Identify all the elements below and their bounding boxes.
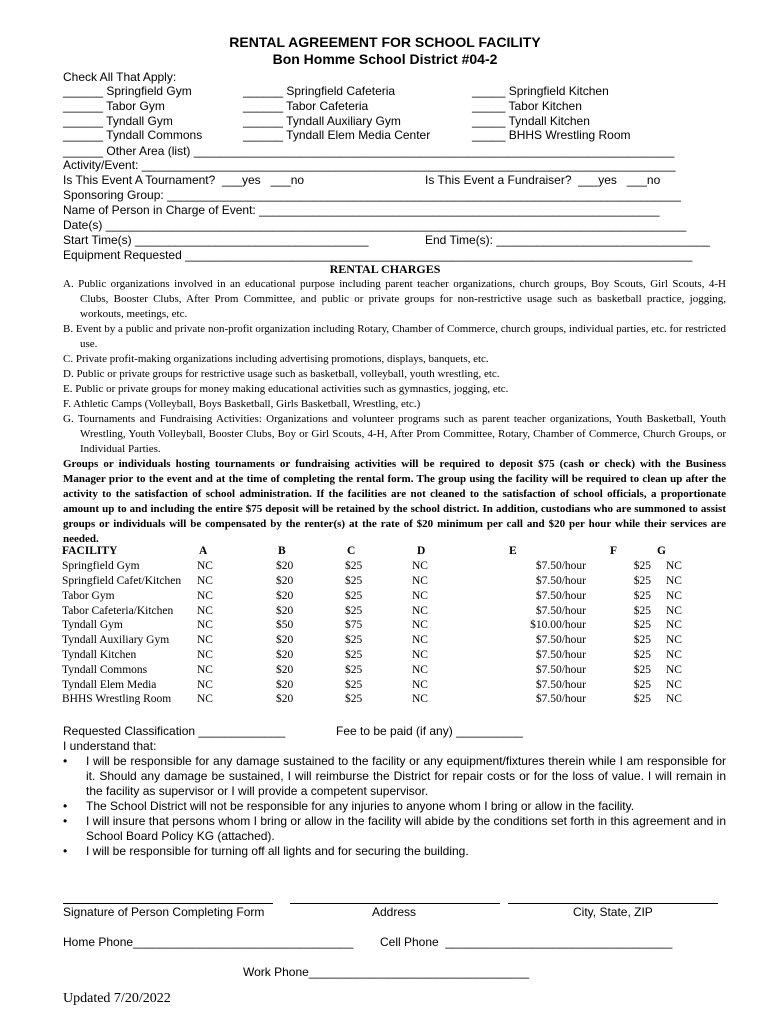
rate-cell: NC [197, 648, 213, 661]
rate-cell: NC [666, 663, 682, 676]
facility-name-cell: Tabor Cafeteria/Kitchen [62, 604, 174, 617]
deposit-note: Groups or individuals hosting tournaments or fundraising activities will be required to deposit $75 (cash or check) with the Business Manager prior to the event and at the time of completing the rental form. The group using the facility will be required to clean up after the activity to the satisfaction of school administration. If the facilities are not cleaned to the satisfaction of school officials, a proportionate amount up to and including the entire $75 deposit will be retained by the school district. In addition, custodians who are summoned to assist groups or individuals will be compensated by the renter(s) at the rate of $20 minimum per call and $20 per hour while their services are needed. [63, 458, 726, 545]
rate-cell: $20 [276, 574, 294, 587]
cell-phone-field[interactable]: Cell Phone __________________________________ [380, 935, 673, 949]
check-tyndall-elem-media-center[interactable]: ______ Tyndall Elem Media Center [243, 128, 431, 142]
bullet-icon: • [63, 754, 68, 768]
city-state-zip-label: City, State, ZIP [573, 905, 653, 919]
rate-cell: NC [197, 634, 213, 647]
rate-cell: $25 [345, 648, 363, 661]
table-row [62, 648, 697, 663]
rate-cell: $7.50/hour [535, 574, 586, 587]
header-c: C [347, 545, 356, 558]
table-row [62, 559, 697, 574]
rate-cell: $25 [345, 634, 363, 647]
signature-label: Signature of Person Completing Form [63, 905, 265, 919]
rate-cell: NC [197, 574, 213, 587]
person-in-charge-field[interactable]: Name of Person in Charge of Event: ____________________________________________________________ [63, 203, 660, 217]
rental-charges-list [63, 277, 726, 547]
table-row [62, 603, 697, 618]
rate-cell: $7.50/hour [535, 604, 586, 617]
rate-cell: $7.50/hour [535, 678, 586, 691]
rate-cell: NC [412, 604, 428, 617]
rate-cell: NC [412, 678, 428, 691]
rate-cell: $7.50/hour [535, 693, 586, 706]
check-other-area[interactable]: ______ Other Area (list) ________________________________________________________________________ [63, 144, 675, 158]
rate-cell: $10.00/hour [530, 619, 586, 632]
start-time-field[interactable]: Start Time(s) ___________________________________ [63, 233, 369, 247]
check-tyndall-auxiliary-gym[interactable]: ______ Tyndall Auxiliary Gym [243, 114, 401, 128]
rate-cell: NC [412, 648, 428, 661]
rate-cell: NC [666, 589, 682, 602]
table-row [62, 677, 697, 692]
updated-date: Updated 7/20/2022 [63, 991, 171, 1006]
charge-item-e: E. Public or private groups for money making educational activities such as gymnastics, jogging, etc. [63, 383, 509, 395]
rate-cell: $25 [633, 560, 651, 573]
rate-cell: NC [412, 619, 428, 632]
facility-name-cell: Tyndall Gym [62, 619, 123, 632]
facility-name-cell: Tyndall Auxiliary Gym [62, 634, 170, 647]
rate-cell: NC [412, 574, 428, 587]
rate-cell: NC [197, 589, 213, 602]
term-item: • I will be responsible for turning off all lights and for securing the building. [63, 844, 469, 858]
rental-charges-heading: RENTAL CHARGES [329, 262, 441, 276]
check-tabor-gym[interactable]: ______ Tabor Gym [63, 99, 165, 113]
rate-cell: NC [412, 560, 428, 573]
rate-cell: $25 [345, 663, 363, 676]
dates-field[interactable]: Date(s) _______________________________________________________________________________________ [63, 218, 687, 232]
term-item: • The School District will not be responsible for any injuries to anyone whom I bring or allow in the facility. [63, 799, 635, 813]
check-tabor-cafeteria[interactable]: ______ Tabor Cafeteria [243, 99, 369, 113]
facility-rates-table [62, 544, 697, 707]
signature-line[interactable] [63, 903, 273, 904]
rate-cell: NC [412, 663, 428, 676]
equipment-requested-field[interactable]: Equipment Requested ____________________________________________________________________________ [63, 248, 693, 262]
rate-cell: NC [412, 693, 428, 706]
rate-cell: $25 [345, 560, 363, 573]
header-f: F [610, 545, 618, 558]
rate-cell: $25 [345, 678, 363, 691]
facility-name-cell: Springfield Cafet/Kitchen [62, 574, 182, 587]
table-row [62, 633, 697, 648]
rate-cell: $20 [276, 560, 294, 573]
table-row [62, 574, 697, 589]
term-item: • I will insure that persons whom I bring or allow in the facility will abide by the conditions set forth in this agreement and in School Board Policy KG (attached). [63, 814, 726, 843]
rate-cell: $7.50/hour [535, 560, 586, 573]
rate-cell: $25 [633, 589, 651, 602]
rate-cell: $50 [276, 619, 294, 632]
table-row [62, 692, 697, 707]
check-springfield-gym[interactable]: ______ Springfield Gym [63, 84, 192, 98]
sponsoring-group-field[interactable]: Sponsoring Group: _____________________________________________________________________________ [63, 188, 681, 202]
charge-item-f: F. Athletic Camps (Volleyball, Boys Basketball, Girls Basketball, Wrestling, etc.) [63, 398, 421, 410]
requested-classification-field[interactable]: Requested Classification _____________ [63, 724, 286, 738]
rate-cell: $25 [345, 574, 363, 587]
check-springfield-kitchen[interactable]: _____ Springfield Kitchen [472, 84, 609, 98]
header-e: E [509, 545, 517, 558]
rate-cell: $20 [276, 634, 294, 647]
rate-cell: $25 [345, 604, 363, 617]
rate-cell: NC [412, 589, 428, 602]
rate-cell: NC [666, 693, 682, 706]
rate-cell: $7.50/hour [535, 589, 586, 602]
rate-cell: $7.50/hour [535, 634, 586, 647]
facility-name-cell: BHHS Wrestling Room [62, 693, 172, 706]
rate-cell: NC [197, 663, 213, 676]
rate-cell: $25 [633, 619, 651, 632]
rate-cell: $25 [633, 634, 651, 647]
city-state-zip-line[interactable] [508, 903, 718, 904]
check-tyndall-commons[interactable]: ______ Tyndall Commons [63, 128, 203, 142]
header-g: G [657, 545, 666, 558]
rate-cell: $7.50/hour [535, 663, 586, 676]
rate-cell: NC [197, 693, 213, 706]
work-phone-field[interactable]: Work Phone_________________________________ [243, 965, 530, 979]
rate-cell: $25 [633, 678, 651, 691]
rate-cell: $25 [633, 574, 651, 587]
facility-name-cell: Tyndall Commons [62, 663, 148, 676]
fee-field[interactable]: Fee to be paid (if any) __________ [336, 724, 523, 738]
rate-cell: $25 [633, 604, 651, 617]
document-subtitle: Bon Homme School District #04-2 [272, 51, 498, 67]
activity-event-field[interactable]: Activity/Event: ________________________________________________________________________________ [63, 158, 676, 172]
charge-item-a: A. Public organizations involved in an educational purpose including parent teacher organizations, church groups, Boy Scouts, Girl Scouts, 4-H Clubs, Booster Clubs, After Prom Committee, and public or private groups for non-restrictive usage such as basketball practice, jogging, workouts, meetings, etc. [63, 278, 726, 320]
rate-cell: NC [666, 560, 682, 573]
rate-cell: $25 [345, 589, 363, 602]
rate-cell: NC [412, 634, 428, 647]
table-row [62, 618, 697, 633]
rate-cell: NC [197, 604, 213, 617]
rate-cell: NC [666, 634, 682, 647]
home-phone-field[interactable]: Home Phone_________________________________ [63, 935, 354, 949]
rate-cell: $20 [276, 589, 294, 602]
charge-item-c: C. Private profit-making organizations including advertising promotions, displays, banquets, etc. [63, 353, 489, 365]
facility-name-cell: Tabor Gym [62, 589, 115, 602]
rate-cell: $20 [276, 678, 294, 691]
facility-name-cell: Tyndall Elem Media [62, 678, 157, 691]
rate-cell: $25 [633, 693, 651, 706]
understand-label: I understand that: [63, 739, 157, 753]
end-time-field[interactable]: End Time(s): ________________________________ [425, 233, 710, 247]
document-title: RENTAL AGREEMENT FOR SCHOOL FACILITY [229, 34, 541, 50]
charge-item-d: D. Public or private groups for restrictive usage such as basketball, volleyball, youth wrestling, etc. [63, 368, 500, 380]
facility-name-cell: Tyndall Kitchen [62, 648, 137, 661]
bullet-icon: • [63, 799, 68, 813]
check-tyndall-gym[interactable]: ______ Tyndall Gym [63, 114, 173, 128]
bullet-icon: • [63, 814, 68, 828]
charge-item-b: B. Event by a public and private non-profit organization including Rotary, Chamber of Commerce, church groups, individual parties, etc. for restricted use. [63, 323, 726, 350]
check-tabor-kitchen[interactable]: _____ Tabor Kitchen [472, 99, 582, 113]
rate-cell: $7.50/hour [535, 648, 586, 661]
rate-cell: $25 [633, 663, 651, 676]
rate-cell: $25 [345, 693, 363, 706]
rate-cell: $25 [633, 648, 651, 661]
check-bhhs-wrestling-room[interactable]: _____ BHHS Wrestling Room [472, 128, 631, 142]
fundraiser-question[interactable]: Is This Event a Fundraiser? ___yes ___no [425, 173, 661, 187]
rate-cell: NC [197, 619, 213, 632]
rate-cell: NC [666, 619, 682, 632]
table-header-row [62, 544, 697, 559]
agreement-terms-list [63, 754, 726, 859]
address-line[interactable] [290, 903, 500, 904]
rate-cell: NC [666, 648, 682, 661]
rate-cell: $20 [276, 663, 294, 676]
header-b: B [278, 545, 286, 558]
rate-cell: NC [666, 678, 682, 691]
charge-item-g: G. Tournaments and Fundraising Activities: Organizations and volunteer programs such as parent teacher organizations, Youth Basketball, Youth Wrestling, Youth Volleyball, Booster Clubs, Boy or Girl Scouts, 4-H, After Prom Committee, Rotary, Chamber of Commerce, Church Groups, or Individual Parties. [63, 413, 726, 455]
facility-name-cell: Springfield Gym [62, 560, 140, 573]
tournament-question[interactable]: Is This Event A Tournament? ___yes ___no [63, 173, 305, 187]
rate-cell: $20 [276, 604, 294, 617]
rate-cell: $20 [276, 648, 294, 661]
rate-cell: $20 [276, 693, 294, 706]
check-all-label: Check All That Apply: [63, 70, 177, 84]
header-facility: FACILITY [62, 545, 118, 558]
address-label: Address [372, 905, 417, 919]
header-d: D [417, 545, 426, 558]
check-springfield-cafeteria[interactable]: ______ Springfield Cafeteria [243, 84, 396, 98]
bullet-icon: • [63, 844, 68, 858]
rate-cell: NC [197, 560, 213, 573]
table-row [62, 588, 697, 603]
rate-cell: NC [666, 574, 682, 587]
rate-cell: NC [197, 678, 213, 691]
term-item: • I will be responsible for any damage sustained to the facility or any equipment/fixtures therein while I am responsible for it. Should any damage be sustained, I will reimburse the District for repair costs or for the loss of value. I will remain in the facility as supervisor or I will provide a competent supervisor. [63, 754, 726, 798]
rate-cell: NC [666, 604, 682, 617]
table-row [62, 662, 697, 677]
rate-cell: $75 [345, 619, 363, 632]
check-tyndall-kitchen[interactable]: _____ Tyndall Kitchen [472, 114, 590, 128]
header-a: A [199, 545, 208, 558]
